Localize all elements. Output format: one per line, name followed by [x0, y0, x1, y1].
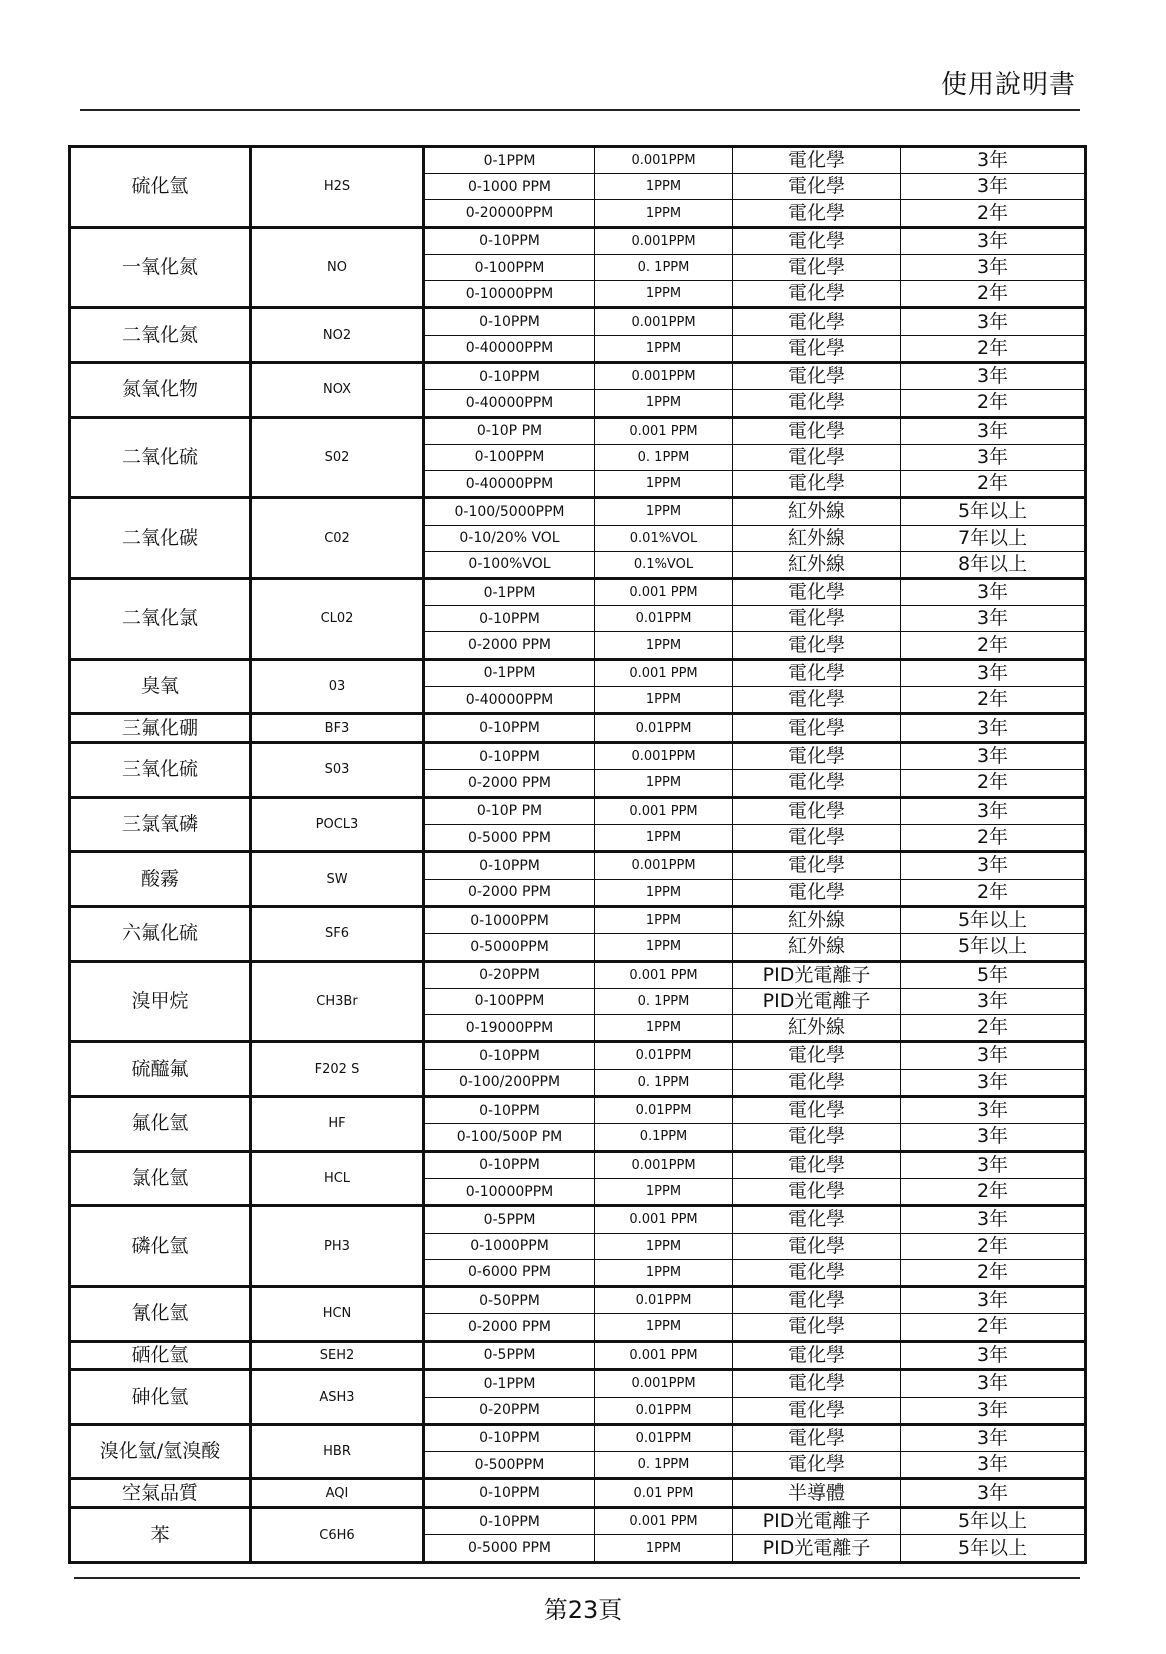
gas-name-cell: 苯 [70, 1508, 251, 1563]
resolution-cell: 1PPM [595, 687, 733, 714]
life-cell: 2年 [901, 390, 1086, 417]
table-row [70, 1206, 1086, 1233]
resolution-cell: 1PPM [595, 824, 733, 851]
resolution-cell: 0.001 PPM [595, 961, 733, 988]
spec-table-body [70, 147, 1086, 1563]
gas-formula-cell: SF6 [251, 906, 424, 961]
principle-cell: 電化學 [733, 579, 901, 606]
life-cell: 2年 [901, 1233, 1086, 1259]
table-row [70, 742, 1086, 769]
principle-cell: 電化學 [733, 308, 901, 335]
gas-formula-cell: F202 S [251, 1042, 424, 1097]
life-cell: 2年 [901, 770, 1086, 797]
principle-cell: 電化學 [733, 1096, 901, 1123]
life-cell: 3年 [901, 444, 1086, 470]
principle-cell: 電化學 [733, 714, 901, 743]
range-cell: 0-1PPM [424, 579, 595, 606]
life-cell: 5年以上 [901, 934, 1086, 961]
range-cell: 0-1PPM [424, 1370, 595, 1397]
life-cell: 3年 [901, 1452, 1086, 1479]
principle-cell: 電化學 [733, 227, 901, 254]
range-cell: 0-10PPM [424, 742, 595, 769]
principle-cell: 電化學 [733, 1259, 901, 1286]
life-cell: 3年 [901, 714, 1086, 743]
life-cell: 2年 [901, 687, 1086, 714]
resolution-cell: 0.01PPM [595, 714, 733, 743]
range-cell: 0-10PPM [424, 852, 595, 879]
range-cell: 0-10PPM [424, 1151, 595, 1178]
gas-name-cell: 硫化氫 [70, 147, 251, 228]
gas-sensor-spec-table [68, 145, 1087, 1564]
resolution-cell: 0.01 PPM [595, 1479, 733, 1508]
principle-cell: PID光電離子 [733, 961, 901, 988]
principle-cell: 電化學 [733, 1206, 901, 1233]
principle-cell: 電化學 [733, 606, 901, 632]
resolution-cell: 0. 1PPM [595, 444, 733, 470]
principle-cell: PID光電離子 [733, 988, 901, 1014]
gas-name-cell: 三氯氧磷 [70, 797, 251, 852]
life-cell: 3年 [901, 1341, 1086, 1370]
resolution-cell: 0.001PPM [595, 742, 733, 769]
gas-formula-cell: CH3Br [251, 961, 424, 1042]
resolution-cell: 0. 1PPM [595, 1452, 733, 1479]
life-cell: 3年 [901, 659, 1086, 686]
gas-name-cell: 二氧化碳 [70, 498, 251, 579]
resolution-cell: 1PPM [595, 281, 733, 308]
resolution-cell: 0. 1PPM [595, 1069, 733, 1096]
life-cell: 3年 [901, 1151, 1086, 1178]
life-cell: 3年 [901, 417, 1086, 444]
principle-cell: 紅外線 [733, 1014, 901, 1041]
resolution-cell: 1PPM [595, 471, 733, 498]
life-cell: 2年 [901, 335, 1086, 362]
principle-cell: PID光電離子 [733, 1508, 901, 1535]
principle-cell: 電化學 [733, 200, 901, 227]
gas-formula-cell: C6H6 [251, 1508, 424, 1563]
range-cell: 0-10PPM [424, 1096, 595, 1123]
range-cell: 0-1000 PPM [424, 174, 595, 200]
principle-cell: 電化學 [733, 879, 901, 906]
range-cell: 0-5PPM [424, 1341, 595, 1370]
gas-name-cell: 三氟化硼 [70, 714, 251, 743]
table-row [70, 852, 1086, 879]
principle-cell: 電化學 [733, 742, 901, 769]
gas-formula-cell: AQI [251, 1479, 424, 1508]
life-cell: 3年 [901, 1069, 1086, 1096]
resolution-cell: 0.001PPM [595, 147, 733, 174]
principle-cell: 電化學 [733, 417, 901, 444]
principle-cell: 電化學 [733, 770, 901, 797]
principle-cell: 電化學 [733, 1233, 901, 1259]
resolution-cell: 1PPM [595, 1259, 733, 1286]
resolution-cell: 1PPM [595, 1535, 733, 1563]
resolution-cell: 0.01PPM [595, 1042, 733, 1069]
principle-cell: 電化學 [733, 797, 901, 824]
life-cell: 2年 [901, 879, 1086, 906]
principle-cell: 紅外線 [733, 551, 901, 578]
life-cell: 2年 [901, 1259, 1086, 1286]
gas-name-cell: 磷化氫 [70, 1206, 251, 1287]
gas-formula-cell: SW [251, 852, 424, 907]
table-row [70, 1370, 1086, 1397]
resolution-cell: 0.001 PPM [595, 797, 733, 824]
gas-name-cell: 溴甲烷 [70, 961, 251, 1042]
gas-formula-cell: NOX [251, 363, 424, 418]
resolution-cell: 1PPM [595, 335, 733, 362]
range-cell: 0-6000 PPM [424, 1259, 595, 1286]
range-cell: 0-10PPM [424, 363, 595, 390]
life-cell: 3年 [901, 147, 1086, 174]
resolution-cell: 0.001 PPM [595, 1508, 733, 1535]
table-row [70, 417, 1086, 444]
table-row [70, 1286, 1086, 1313]
range-cell: 0-20PPM [424, 1397, 595, 1424]
gas-formula-cell: SEH2 [251, 1341, 424, 1370]
life-cell: 2年 [901, 1014, 1086, 1041]
range-cell: 0-2000 PPM [424, 632, 595, 659]
life-cell: 8年以上 [901, 551, 1086, 578]
life-cell: 5年以上 [901, 498, 1086, 525]
range-cell: 0-10000PPM [424, 281, 595, 308]
life-cell: 3年 [901, 579, 1086, 606]
principle-cell: 電化學 [733, 1069, 901, 1096]
range-cell: 0-10000PPM [424, 1178, 595, 1205]
gas-formula-cell: NO2 [251, 308, 424, 363]
table-row [70, 659, 1086, 686]
principle-cell: 電化學 [733, 281, 901, 308]
resolution-cell: 0.001PPM [595, 1370, 733, 1397]
resolution-cell: 1PPM [595, 174, 733, 200]
life-cell: 3年 [901, 227, 1086, 254]
range-cell: 0-1000PPM [424, 906, 595, 933]
table-row [70, 147, 1086, 174]
table-row [70, 906, 1086, 933]
header-divider [80, 109, 1080, 111]
range-cell: 0-19000PPM [424, 1014, 595, 1041]
table-row [70, 1508, 1086, 1535]
life-cell: 3年 [901, 797, 1086, 824]
range-cell: 0-10PPM [424, 606, 595, 632]
document-title: 使用說明書 [940, 70, 1076, 100]
resolution-cell: 0.01PPM [595, 1286, 733, 1313]
gas-name-cell: 酸霧 [70, 852, 251, 907]
table-row [70, 961, 1086, 988]
principle-cell: 電化學 [733, 1178, 901, 1205]
life-cell: 2年 [901, 1178, 1086, 1205]
life-cell: 5年以上 [901, 1508, 1086, 1535]
life-cell: 3年 [901, 1042, 1086, 1069]
gas-name-cell: 氰化氫 [70, 1286, 251, 1341]
life-cell: 3年 [901, 255, 1086, 281]
resolution-cell: 1PPM [595, 1233, 733, 1259]
range-cell: 0-10PPM [424, 1508, 595, 1535]
resolution-cell: 1PPM [595, 200, 733, 227]
gas-name-cell: 二氧化氮 [70, 308, 251, 363]
range-cell: 0-10PPM [424, 1424, 595, 1451]
table-row [70, 1424, 1086, 1451]
table-row [70, 498, 1086, 525]
range-cell: 0-5000PPM [424, 934, 595, 961]
principle-cell: 電化學 [733, 632, 901, 659]
life-cell: 2年 [901, 471, 1086, 498]
gas-formula-cell: NO [251, 227, 424, 308]
principle-cell: PID光電離子 [733, 1535, 901, 1563]
life-cell: 2年 [901, 632, 1086, 659]
gas-name-cell: 六氟化硫 [70, 906, 251, 961]
principle-cell: 電化學 [733, 852, 901, 879]
range-cell: 0-100/5000PPM [424, 498, 595, 525]
resolution-cell: 0.01PPM [595, 1096, 733, 1123]
resolution-cell: 0.001 PPM [595, 1341, 733, 1370]
life-cell: 2年 [901, 200, 1086, 227]
resolution-cell: 1PPM [595, 934, 733, 961]
range-cell: 0-40000PPM [424, 471, 595, 498]
resolution-cell: 0.001 PPM [595, 659, 733, 686]
resolution-cell: 1PPM [595, 770, 733, 797]
range-cell: 0-2000 PPM [424, 770, 595, 797]
resolution-cell: 1PPM [595, 1014, 733, 1041]
range-cell: 0-10PPM [424, 1042, 595, 1069]
table-row [70, 363, 1086, 390]
gas-name-cell: 溴化氫/氫溴酸 [70, 1424, 251, 1479]
footer-divider [74, 1577, 1080, 1579]
life-cell: 3年 [901, 1424, 1086, 1451]
principle-cell: 紅外線 [733, 906, 901, 933]
principle-cell: 電化學 [733, 1424, 901, 1451]
range-cell: 0-10PPM [424, 714, 595, 743]
principle-cell: 電化學 [733, 1314, 901, 1341]
life-cell: 5年以上 [901, 906, 1086, 933]
life-cell: 5年以上 [901, 1535, 1086, 1563]
table-row [70, 1151, 1086, 1178]
principle-cell: 紅外線 [733, 525, 901, 551]
gas-name-cell: 一氧化氮 [70, 227, 251, 308]
table-row [70, 227, 1086, 254]
gas-formula-cell: PH3 [251, 1206, 424, 1287]
resolution-cell: 1PPM [595, 906, 733, 933]
range-cell: 0-2000 PPM [424, 1314, 595, 1341]
gas-formula-cell: H2S [251, 147, 424, 228]
principle-cell: 電化學 [733, 174, 901, 200]
range-cell: 0-100PPM [424, 988, 595, 1014]
life-cell: 2年 [901, 281, 1086, 308]
range-cell: 0-40000PPM [424, 687, 595, 714]
range-cell: 0-50PPM [424, 1286, 595, 1313]
gas-name-cell: 硒化氫 [70, 1341, 251, 1370]
resolution-cell: 1PPM [595, 390, 733, 417]
life-cell: 3年 [901, 852, 1086, 879]
resolution-cell: 0.001PPM [595, 1151, 733, 1178]
principle-cell: 電化學 [733, 255, 901, 281]
principle-cell: 紅外線 [733, 934, 901, 961]
range-cell: 0-10PPM [424, 227, 595, 254]
principle-cell: 電化學 [733, 659, 901, 686]
gas-name-cell: 硫醯氟 [70, 1042, 251, 1097]
range-cell: 0-40000PPM [424, 390, 595, 417]
resolution-cell: 0.001 PPM [595, 1206, 733, 1233]
table-row [70, 1096, 1086, 1123]
resolution-cell: 0. 1PPM [595, 255, 733, 281]
life-cell: 3年 [901, 1206, 1086, 1233]
gas-formula-cell: HF [251, 1096, 424, 1151]
table-row [70, 797, 1086, 824]
resolution-cell: 1PPM [595, 632, 733, 659]
range-cell: 0-40000PPM [424, 335, 595, 362]
gas-name-cell: 臭氧 [70, 659, 251, 714]
gas-name-cell: 氯化氫 [70, 1151, 251, 1206]
principle-cell: 電化學 [733, 1151, 901, 1178]
principle-cell: 電化學 [733, 1370, 901, 1397]
range-cell: 0-10PPM [424, 1479, 595, 1508]
resolution-cell: 0.001PPM [595, 227, 733, 254]
life-cell: 3年 [901, 742, 1086, 769]
resolution-cell: 0.1%VOL [595, 551, 733, 578]
principle-cell: 電化學 [733, 687, 901, 714]
resolution-cell: 0.001 PPM [595, 579, 733, 606]
gas-name-cell: 二氧化硫 [70, 417, 251, 498]
table-row [70, 308, 1086, 335]
gas-formula-cell: 03 [251, 659, 424, 714]
principle-cell: 電化學 [733, 1341, 901, 1370]
gas-formula-cell: C02 [251, 498, 424, 579]
table-row [70, 714, 1086, 743]
resolution-cell: 0.001 PPM [595, 417, 733, 444]
range-cell: 0-100PPM [424, 444, 595, 470]
range-cell: 0-20000PPM [424, 200, 595, 227]
range-cell: 0-500PPM [424, 1452, 595, 1479]
range-cell: 0-100/500P PM [424, 1124, 595, 1151]
principle-cell: 電化學 [733, 363, 901, 390]
range-cell: 0-1PPM [424, 659, 595, 686]
principle-cell: 半導體 [733, 1479, 901, 1508]
life-cell: 3年 [901, 988, 1086, 1014]
life-cell: 5年 [901, 961, 1086, 988]
gas-formula-cell: ASH3 [251, 1370, 424, 1425]
life-cell: 3年 [901, 1096, 1086, 1123]
table-row [70, 1341, 1086, 1370]
range-cell: 0-20PPM [424, 961, 595, 988]
range-cell: 0-10P PM [424, 797, 595, 824]
gas-name-cell: 空氣品質 [70, 1479, 251, 1508]
resolution-cell: 0.001PPM [595, 308, 733, 335]
table-row [70, 1479, 1086, 1508]
gas-formula-cell: HCN [251, 1286, 424, 1341]
gas-name-cell: 二氧化氯 [70, 579, 251, 660]
resolution-cell: 0.01PPM [595, 1424, 733, 1451]
gas-formula-cell: HBR [251, 1424, 424, 1479]
principle-cell: 電化學 [733, 1397, 901, 1424]
life-cell: 3年 [901, 1370, 1086, 1397]
resolution-cell: 0.001PPM [595, 852, 733, 879]
principle-cell: 電化學 [733, 1124, 901, 1151]
principle-cell: 電化學 [733, 1042, 901, 1069]
resolution-cell: 0.1PPM [595, 1124, 733, 1151]
resolution-cell: 1PPM [595, 879, 733, 906]
range-cell: 0-10/20% VOL [424, 525, 595, 551]
resolution-cell: 0.01%VOL [595, 525, 733, 551]
gas-formula-cell: BF3 [251, 714, 424, 743]
life-cell: 3年 [901, 1286, 1086, 1313]
gas-name-cell: 氟化氫 [70, 1096, 251, 1151]
principle-cell: 紅外線 [733, 498, 901, 525]
principle-cell: 電化學 [733, 335, 901, 362]
principle-cell: 電化學 [733, 390, 901, 417]
principle-cell: 電化學 [733, 471, 901, 498]
range-cell: 0-100%VOL [424, 551, 595, 578]
life-cell: 7年以上 [901, 525, 1086, 551]
gas-name-cell: 砷化氫 [70, 1370, 251, 1425]
principle-cell: 電化學 [733, 444, 901, 470]
gas-formula-cell: S03 [251, 742, 424, 797]
resolution-cell: 1PPM [595, 1178, 733, 1205]
life-cell: 2年 [901, 1314, 1086, 1341]
table-row [70, 579, 1086, 606]
range-cell: 0-100/200PPM [424, 1069, 595, 1096]
resolution-cell: 1PPM [595, 498, 733, 525]
range-cell: 0-1PPM [424, 147, 595, 174]
principle-cell: 電化學 [733, 824, 901, 851]
gas-formula-cell: HCL [251, 1151, 424, 1206]
gas-name-cell: 三氧化硫 [70, 742, 251, 797]
range-cell: 0-10P PM [424, 417, 595, 444]
life-cell: 2年 [901, 824, 1086, 851]
resolution-cell: 1PPM [595, 1314, 733, 1341]
gas-formula-cell: POCL3 [251, 797, 424, 852]
page-number: 第23頁 [543, 1596, 623, 1624]
principle-cell: 電化學 [733, 1286, 901, 1313]
principle-cell: 電化學 [733, 147, 901, 174]
resolution-cell: 0.01PPM [595, 606, 733, 632]
life-cell: 3年 [901, 308, 1086, 335]
principle-cell: 電化學 [733, 1452, 901, 1479]
life-cell: 3年 [901, 606, 1086, 632]
range-cell: 0-100PPM [424, 255, 595, 281]
gas-formula-cell: CL02 [251, 579, 424, 660]
resolution-cell: 0.001PPM [595, 363, 733, 390]
range-cell: 0-1000PPM [424, 1233, 595, 1259]
range-cell: 0-5PPM [424, 1206, 595, 1233]
resolution-cell: 0. 1PPM [595, 988, 733, 1014]
range-cell: 0-10PPM [424, 308, 595, 335]
life-cell: 3年 [901, 1397, 1086, 1424]
life-cell: 3年 [901, 1479, 1086, 1508]
life-cell: 3年 [901, 363, 1086, 390]
gas-name-cell: 氮氧化物 [70, 363, 251, 418]
gas-formula-cell: S02 [251, 417, 424, 498]
range-cell: 0-5000 PPM [424, 1535, 595, 1563]
resolution-cell: 0.01PPM [595, 1397, 733, 1424]
range-cell: 0-5000 PPM [424, 824, 595, 851]
range-cell: 0-2000 PPM [424, 879, 595, 906]
table-row [70, 1042, 1086, 1069]
life-cell: 3年 [901, 1124, 1086, 1151]
life-cell: 3年 [901, 174, 1086, 200]
